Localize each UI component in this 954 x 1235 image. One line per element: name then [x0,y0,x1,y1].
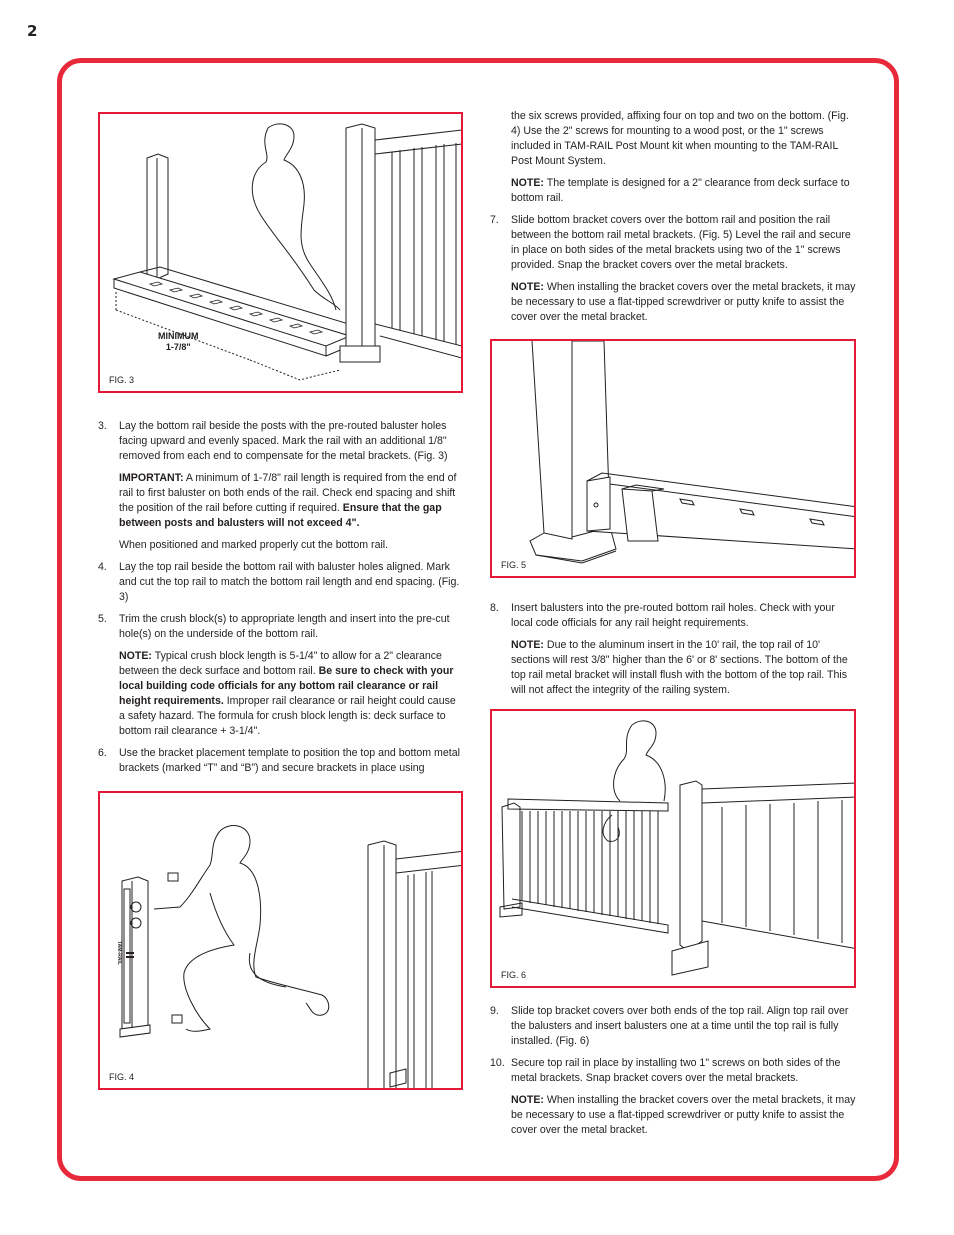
step-4-text: Lay the top rail beside the bottom rail with baluster holes aligned. Mark and cut the top rail to match the bottom rail length and end spacing. (Fig. 3) [119,561,460,603]
step-5-text: Trim the crush block(s) to appropriate length and insert into the pre-cut hole(s) on the underside of the bottom rail. [119,613,450,640]
note-8-text: Due to the aluminum insert in the 10' rail, the top rail of 10' sections will rest 3/8" higher than the 6' or 8' sections. The bottom of the top rail metal bracket will install flush with the bottom of the top rail. This will not affect the integrity of the railing system. [511,639,848,696]
step-7-text: Slide bottom bracket covers over the bottom rail and position the rail between the bottom rail metal brackets. (Fig. 5) Level the rail and secure in place on both sides of the metal brackets using two of the 1" screws provided. Snap the bracket covers over the metal brackets. [511,214,851,271]
figure-5 [490,339,856,578]
note-5 [119,649,463,739]
figure-3 [98,112,463,393]
note-7 [511,280,856,325]
note-5-label: NOTE: [119,650,152,662]
step-3 [98,419,463,464]
fig3-label: FIG. 3 [109,375,135,385]
step-6-text: Use the bracket placement template to position the top and bottom metal brackets (marked “T” and “B”) and secure brackets in place using [119,747,460,774]
fig4-template-brand: TAM-RAIL [116,941,122,965]
note-6-label: NOTE: [511,177,544,189]
fig5-illustration [492,341,856,578]
step-8 [490,601,856,631]
right-column-text-bottom [490,1004,856,1145]
step-9 [490,1004,856,1049]
important-text: A minimum of 1-7/8" rail length is required from the end of rail to first baluster on both ends of the rail. Check end spacing and shift the position of the rail before cutting if required. [119,472,457,514]
step-4-number: 4. [98,561,107,573]
step-6 [98,746,463,776]
note-10-label: NOTE: [511,1094,544,1106]
note-10-text: When installing the bracket covers over the metal brackets, it may be necessary to use a flat-tipped screwdriver or putty knife to assist the cover over the metal bracket. [511,1094,856,1136]
step-4 [98,560,463,605]
note-10 [511,1093,856,1138]
step-10-text: Secure top rail in place by installing two 1" screws on both sides of the metal brackets. Snap bracket covers over the metal brackets. [511,1057,841,1084]
step-9-text: Slide top bracket covers over both ends of the top rail. Align top rail over the balusters and insert balusters one at a time until the top rail is fully installed. (Fig. 6) [511,1005,849,1047]
note-8 [511,638,856,698]
right-column-text-top [490,109,856,332]
step-10-number: 10. [490,1057,505,1069]
step-8-text: Insert balusters into the pre-routed bottom rail holes. Check with your local code officials for any rail height requirements. [511,602,835,629]
step-7 [490,213,856,273]
step-5 [98,612,463,642]
note-8-label: NOTE: [511,639,544,651]
fig3-illustration [100,114,463,393]
left-column-text [98,419,463,783]
fig5-label: FIG. 5 [501,560,527,570]
right-column-text-middle [490,601,856,705]
page-number: 2 [27,22,38,40]
figure-4 [98,791,463,1090]
step-10 [490,1056,856,1086]
step-5-number: 5. [98,613,107,625]
step-6-number: 6. [98,747,107,759]
note-7-text: When installing the bracket covers over the metal brackets, it may be necessary to use a flat-tipped screwdriver or putty knife to assist the cover over the metal bracket. [511,281,856,323]
note-6 [511,176,856,206]
fig6-illustration [492,711,856,988]
important-note [119,471,463,531]
step-7-number: 7. [490,214,499,226]
step-3-text: Lay the bottom rail beside the posts with the pre-routed baluster holes facing upward and evenly spaced. Mark the rail with an additional 1/8" removed from each end to compensate for the metal brackets. (Fig. 3) [119,420,448,462]
note-5-bold-text: Be sure to check with your local building code officials for any bottom rail clearance or rail height requirements. [119,665,454,707]
important-bold-text: Ensure that the gap between posts and balusters will not exceed 4". [119,502,442,529]
figure-6 [490,709,856,988]
note-7-label: NOTE: [511,281,544,293]
fig4-illustration [100,793,463,1090]
note-5-text-2: Improper rail clearance or rail height could cause a safety hazard. The formula for crush block length is: deck surface to bottom rail clearance + 3-1/4". [119,695,456,737]
step-9-number: 9. [490,1005,499,1017]
step-3-number: 3. [98,420,107,432]
important-label: IMPORTANT: [119,472,184,484]
fig4-label: FIG. 4 [109,1072,135,1082]
note-5-text-1: Typical crush block length is 5-1/4" to allow for a 2" clearance between the deck surface and bottom rail. [119,650,442,677]
note-6-text: The template is designed for a 2" clearance from deck surface to bottom rail. [511,177,850,204]
cut-note: When positioned and marked properly cut the bottom rail. [119,539,389,551]
fig6-label: FIG. 6 [501,970,527,980]
step-6-continued: the six screws provided, affixing four on top and two on the bottom. (Fig. 4) Use the 2" screws for mounting to a wood post, or the 1" screws included in TAM-RAIL Post Mount kit when mounting to the TAM-RAIL Post Mount System. [511,110,849,167]
step-8-number: 8. [490,602,499,614]
fig3-minimum-line1: MINIMUM [158,331,199,341]
fig3-minimum-line2: 1-7/8" [165,342,191,352]
fig3-minimum-label [158,331,199,353]
